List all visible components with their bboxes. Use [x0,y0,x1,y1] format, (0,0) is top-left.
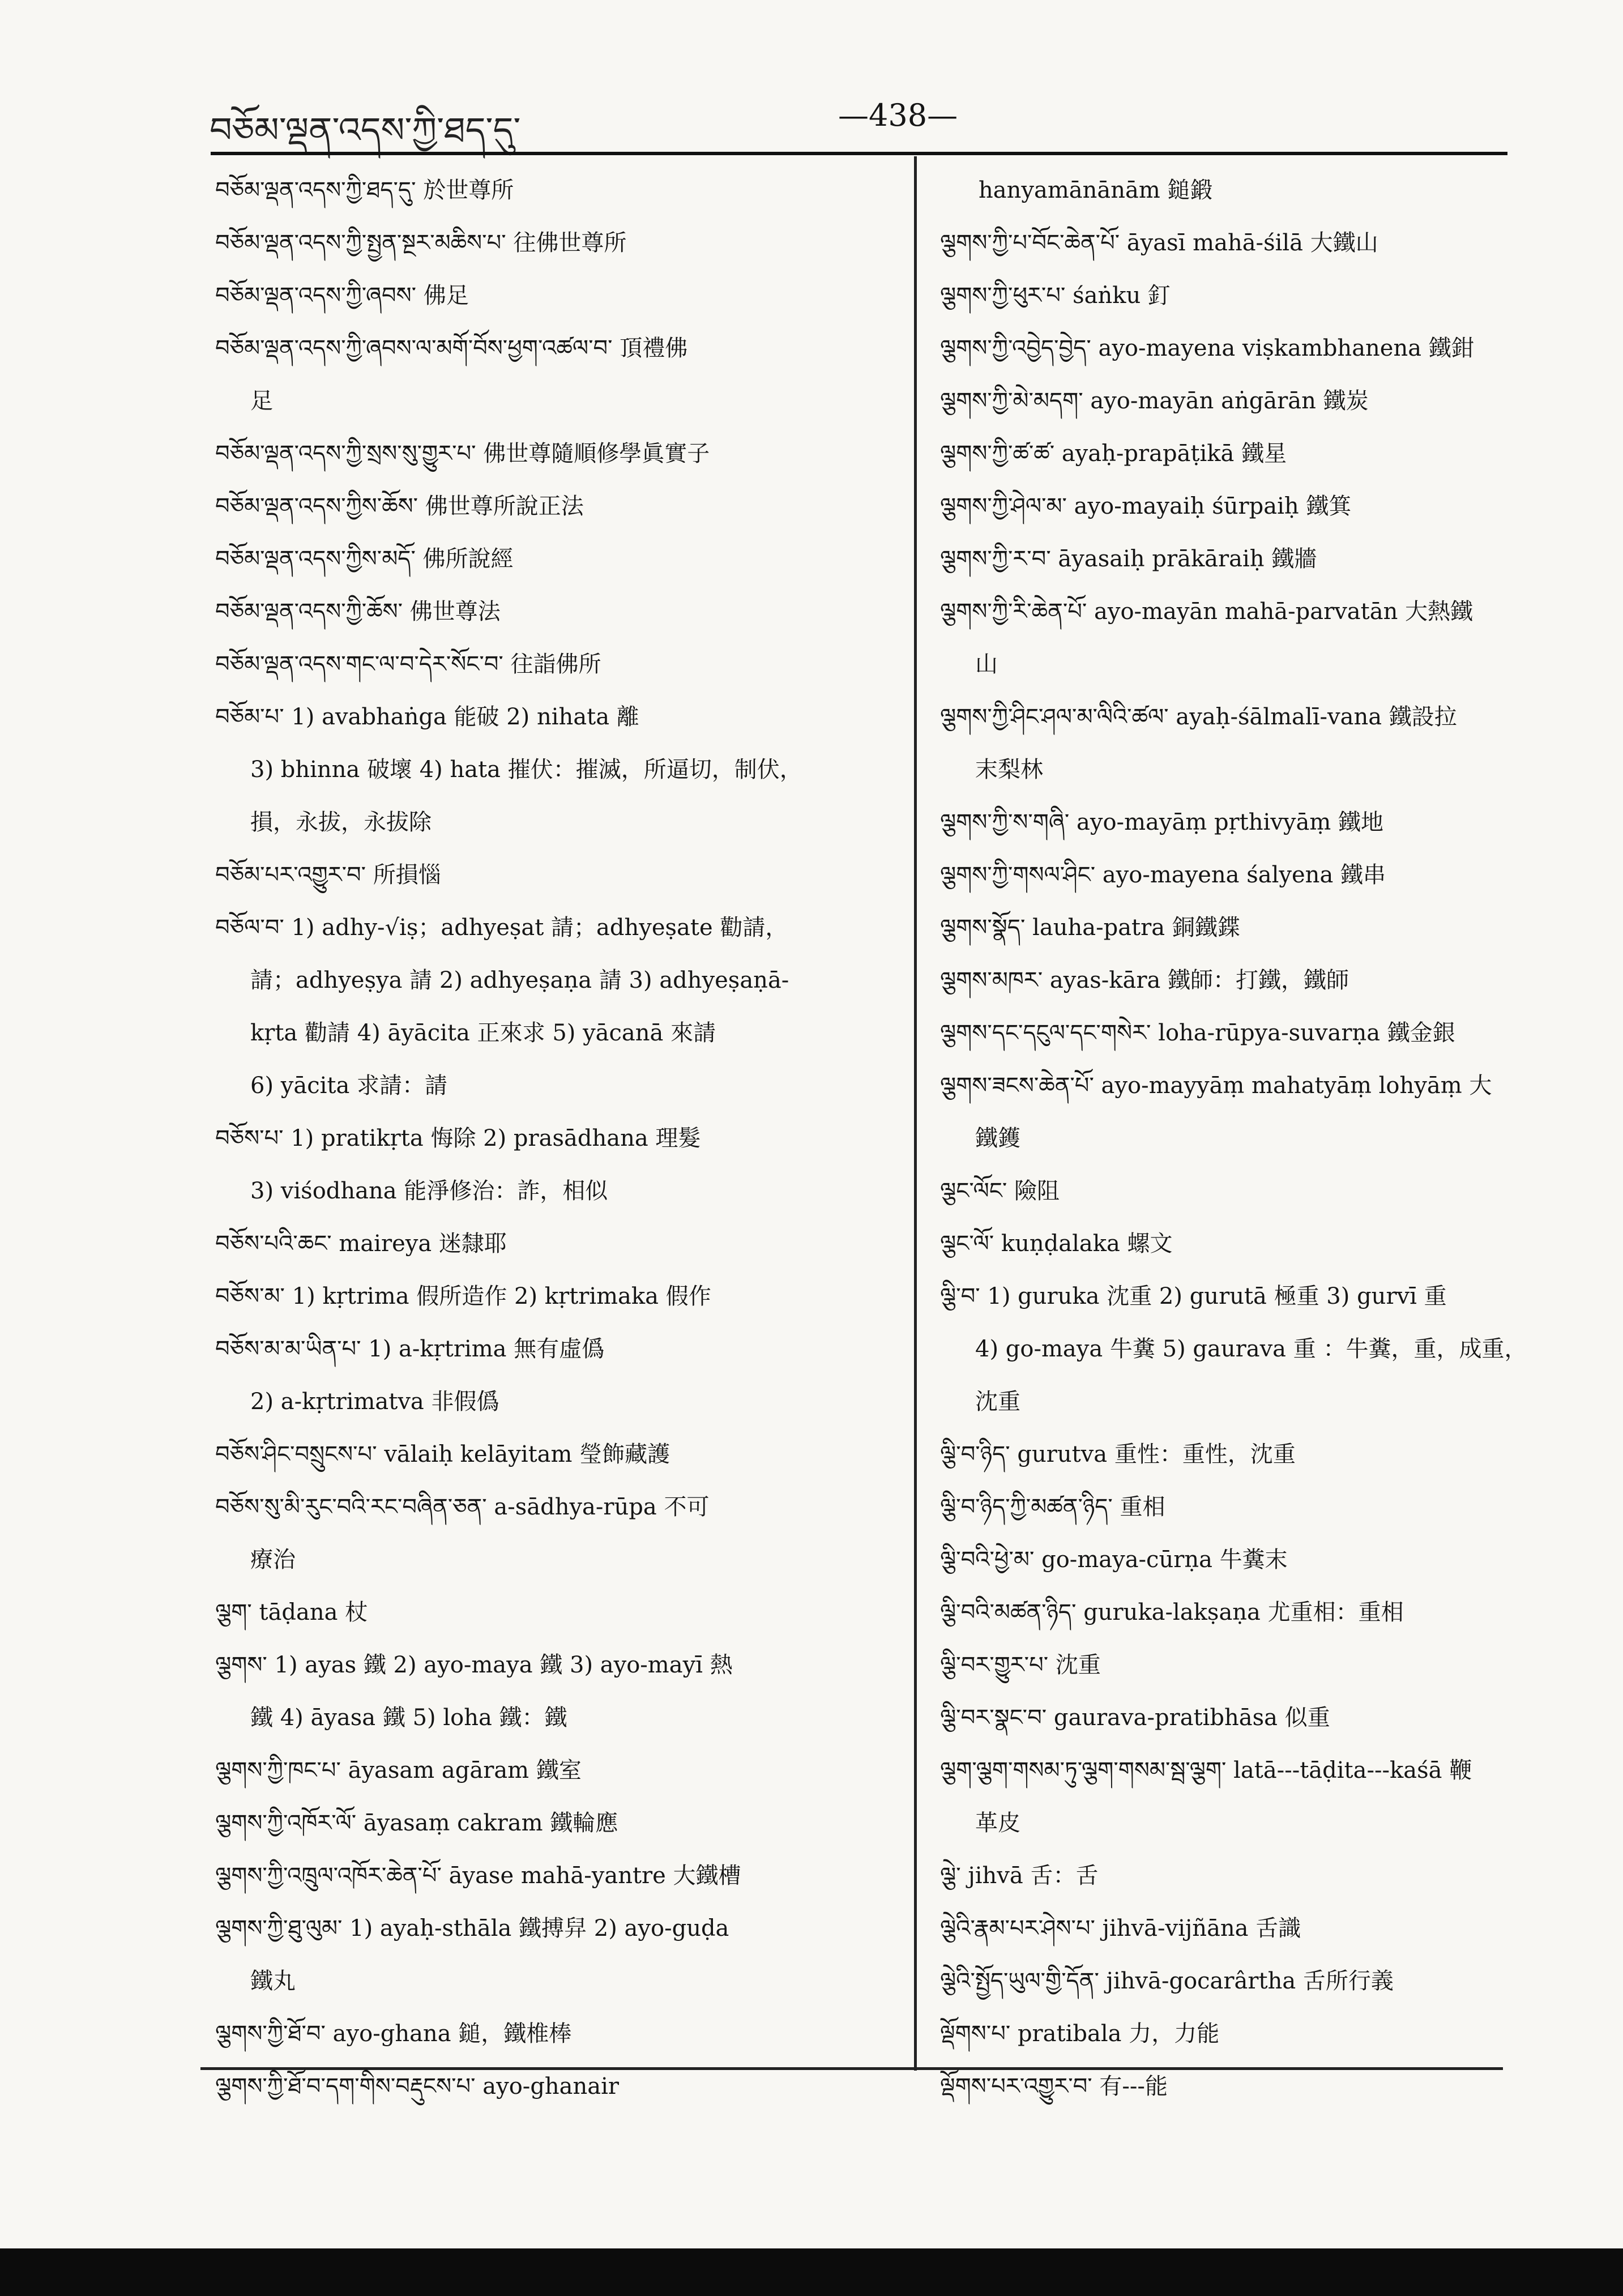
entry-line: ལྕི་བ་ 1) guruka 沈重 2) gurutā 極重 3) gurvī 重 [940,1283,1447,1309]
entry-line: 山 [975,651,998,677]
entry-line: བཅོམ་ལྡན་འདས་ཀྱི་སྲས་སུ་གྱུར་པ་ 佛世尊隨順修學眞實子 [215,441,710,467]
entry-line: ལྕེའི་རྣམ་པར་ཤེས་པ་ jihvā-vijñāna 舌識 [940,1915,1301,1941]
entry-line: བཅོས་སུ་མི་རུང་བའི་རང་བཞིན་ཅན་ a-sādhya-rūpa 不可 [215,1494,710,1520]
entry-line: 革皮 [975,1810,1020,1836]
entry-line: བཅོམ་པར་འགྱུར་བ་ 所損惱 [215,862,441,888]
entry-line: 末梨林 [975,757,1043,783]
entry-line: ལྕགས་ཟངས་ཆེན་པོ་ ayo-mayyāṃ mahatyāṃ lohyāṃ 大 [940,1073,1492,1099]
entry-line: ལྕགས་ཀྱི་རི་ཆེན་པོ་ ayo-mayān mahā-parvatān 大熱鐵 [940,599,1473,625]
entry-line: 請；adhyeṣya 請 2) adhyeṣaṇa 請 3) adhyeṣaṇā- [250,967,789,993]
entry-line: ལྕེ་ jihvā 舌：舌 [940,1863,1099,1889]
entry-line: kṛta 勸請 4) āyācita 正來求 5) yācanā 來請 [250,1020,716,1046]
entry-line: 2) a-kṛtrimatva 非假僞 [250,1389,499,1415]
entry-line: 鐵丸 [250,1968,296,1994]
entry-line: ལྕགས་ཀྱི་ཚ་ཚ་ ayaḥ-prapāṭikā 鐵星 [940,441,1287,467]
entry-line: ལྕག་ལྕག་གསམ་ཏུ་ལྕག་གསམ་སྦ་ལྕག་ latā---tāḍita---kaśā 鞭 [940,1757,1472,1783]
entry-line: ལྕི་བར་སྣང་བ་ gaurava-pratibhāsa 似重 [940,1705,1330,1731]
entry-line: བཅོས་པའི་ཆང་ maireya 迷隸耶 [215,1231,507,1257]
scan-border [0,2248,1623,2296]
entry-line: ལྕགས་ 1) ayas 鐵 2) ayo-maya 鐵 3) ayo-mayī 熱 [215,1652,733,1678]
entry-line: 鐵鑊 [975,1125,1020,1151]
entry-line: ལྕགས་ཀྱི་གསལ་ཤིང་ ayo-mayena śalyena 鐵串 [940,862,1386,888]
entry-line: ལྕགས་ཀྱི་ཤེལ་མ་ ayo-mayaiḥ śūrpaiḥ 鐵箕 [940,493,1352,519]
entry-line: ལྕི་བར་གྱུར་པ་ 沈重 [940,1652,1101,1678]
entry-line: ལྕགས་ཀྱི་པ་བོང་ཆེན་པོ་ āyasī mahā-śilā 大鐵山 [940,230,1378,256]
entry-line: བཅོས་པ་ 1) pratikṛta 悔除 2) prasādhana 理髮 [215,1125,701,1151]
running-header-title: བཅོམ་ལྡན་འདས་ཀྱི་ཐད་དུ་ [210,109,521,151]
header-rule [211,152,1507,155]
entry-line: ལྕི་བའི་མཚན་ཉིད་ guruka-lakṣaṇa 尤重相：重相 [940,1599,1404,1625]
entry-line: བཅོམ་ལྡན་འདས་ཀྱི་ཞབས་ལ་མགོ་བོས་ཕྱག་འཚལ་བ་ 頂禮佛 [215,335,688,361]
entry-line: ལྕི་བའི་ཕྱེ་མ་ go-maya-cūrṇa 牛糞末 [940,1547,1288,1573]
entry-line: ལྕང་ལོ་ kuṇḍalaka 螺文 [940,1231,1173,1257]
entry-line: ལྕགས་ཀྱི་འཁྲུལ་འཁོར་ཆེན་པོ་ āyase mahā-yantre 大鐵槽 [215,1863,741,1889]
entry-line: ལྕགས་ཀྱི་ཕུར་པ་ śaṅku 釘 [940,283,1171,309]
entry-line: ལྕགས་ཀྱི་ཐུ་ལུམ་ 1) ayaḥ-sthāla 鐵搏舁 2) ayo-guḍa [215,1915,729,1941]
entry-line: ལྡོགས་པར་འགྱུར་བ་ 有---能 [940,2073,1168,2099]
column-divider [914,156,917,2071]
right-column [940,164,1597,2113]
entry-line: བཅོམ་པ་ 1) avabhaṅga 能破 2) nihata 離 [215,704,639,730]
entry-line: བཅོལ་བ་ 1) adhy-√iṣ；adhyeṣat 請；adhyeṣate 勸請， [215,915,788,941]
entry-line: ལྕགས་ཀྱི་འཁོར་ལོ་ āyasaṃ cakram 鐵輪應 [215,1810,618,1836]
entry-line: བཅོམ་ལྡན་འདས་ཀྱི་ཆོས་ 佛世尊法 [215,599,501,625]
entry-line: ལྡོགས་པ་ pratibala 力，力能 [940,2021,1220,2047]
entry-line: བཅོམ་ལྡན་འདས་ཀྱི་ཐད་དུ་ 於世尊所 [215,177,514,203]
entry-line: ལྕེའི་སྤྱོད་ཡུལ་གྱི་དོན་ jihvā-gocarârtha 舌所行義 [940,1968,1394,1994]
entry-line: ལྕང་ལོང་ 險阻 [940,1178,1060,1204]
entry-line: ལྕགས་ཀྱི་ཁང་པ་ āyasam agāram 鐵室 [215,1757,582,1783]
entry-line: ལྕི་བ་ཉིད་ཀྱི་མཚན་ཉིད་ 重相 [940,1494,1165,1520]
entry-line: ལྕགས་ཀྱི་ཐོ་བ་ ayo-ghana 鎚，鐵椎棒 [215,2021,572,2047]
entry-line: 6) yācita 求請：請 [250,1073,448,1099]
entry-line: ལྕགས་དང་དངུལ་དང་གསེར་ loha-rūpya-suvarṇa 鐵金銀 [940,1020,1455,1046]
entry-line: 4) go-maya 牛糞 5) gaurava 重 ：牛糞，重，成重， [975,1336,1527,1362]
entry-line: བཅོམ་ལྡན་འདས་གང་ལ་བ་དེར་སོང་བ་ 往詣佛所 [215,651,601,677]
entry-line: ལྕགས་མཁར་ ayas-kāra 鐵師：打鐵，鐵師 [940,967,1349,993]
entry-line: hanyamānānām 鎚鍛 [979,177,1213,203]
entry-line: ལྕགས་སྣོད་ lauha-patra 銅鐵鍱 [940,915,1240,941]
entry-line: ལྕགས་ཀྱི་ས་གཞི་ ayo-mayāṃ pṛthivyāṃ 鐵地 [940,809,1383,835]
entry-line: བཅོས་མ་མ་ཡིན་པ་ 1) a-kṛtrima 無有虛僞 [215,1336,605,1362]
entry-line: ལྕགས་ཀྱི་ཐོ་བ་དག་གིས་བརྡུངས་པ་ ayo-ghanair [215,2073,620,2099]
entry-line: བཅོམ་ལྡན་འདས་ཀྱི་ཞབས་ 佛足 [215,283,469,309]
entry-line: ལྕགས་ཀྱི་མེ་མདག་ ayo-mayān aṅgārān 鐵炭 [940,388,1369,414]
entry-line: ལྕགས་ཀྱི་འབྱེད་བྱེད་ ayo-mayena viṣkambhanena 鐵鉗 [940,335,1474,361]
page-number: —438— [838,97,958,133]
entry-line: ལྕགས་ཀྱི་ར་བ་ āyasaiḥ prākāraiḥ 鐵牆 [940,546,1317,572]
entry-line: ལྕི་བ་ཉིད་ gurutva 重性：重性，沈重 [940,1441,1296,1467]
left-column [215,164,895,2113]
entry-line: བཅོས་ཤིང་བསྲུངས་པ་ vālaiḥ kelāyitam 瑩飾藏護 [215,1441,670,1467]
entry-line: ལྕགས་ཀྱི་ཤིང་ཤལ་མ་ལིའི་ཚལ་ ayaḥ-śālmalī-vana 鐵設拉 [940,704,1457,730]
entry-line: 3) viśodhana 能淨修治：詐，相似 [250,1178,608,1204]
entry-line: 療治 [250,1547,296,1573]
entry-line: བཅོམ་ལྡན་འདས་ཀྱིས་ཆོས་ 佛世尊所說正法 [215,493,584,519]
entry-line: 鐵 4) āyasa 鐵 5) loha 鐵：鐵 [250,1705,567,1731]
entry-line: 沈重 [975,1389,1020,1415]
entry-line: 3) bhinna 破壞 4) hata 摧伏：摧滅，所逼切，制伏， [250,757,802,783]
entry-line: བཅོམ་ལྡན་འདས་ཀྱིས་མདོ་ 佛所說經 [215,546,514,572]
entry-line: 損，永拔，永拔除 [250,809,432,835]
entry-line: ལྕག་ tāḍana 杖 [215,1599,368,1625]
entry-line: བཅོས་མ་ 1) kṛtrima 假所造作 2) kṛtrimaka 假作 [215,1283,711,1309]
entry-line: 足 [250,388,273,414]
entry-line: བཅོམ་ལྡན་འདས་ཀྱི་སྤྱན་སྔར་མཆིས་པ་ 往佛世尊所 [215,230,627,256]
